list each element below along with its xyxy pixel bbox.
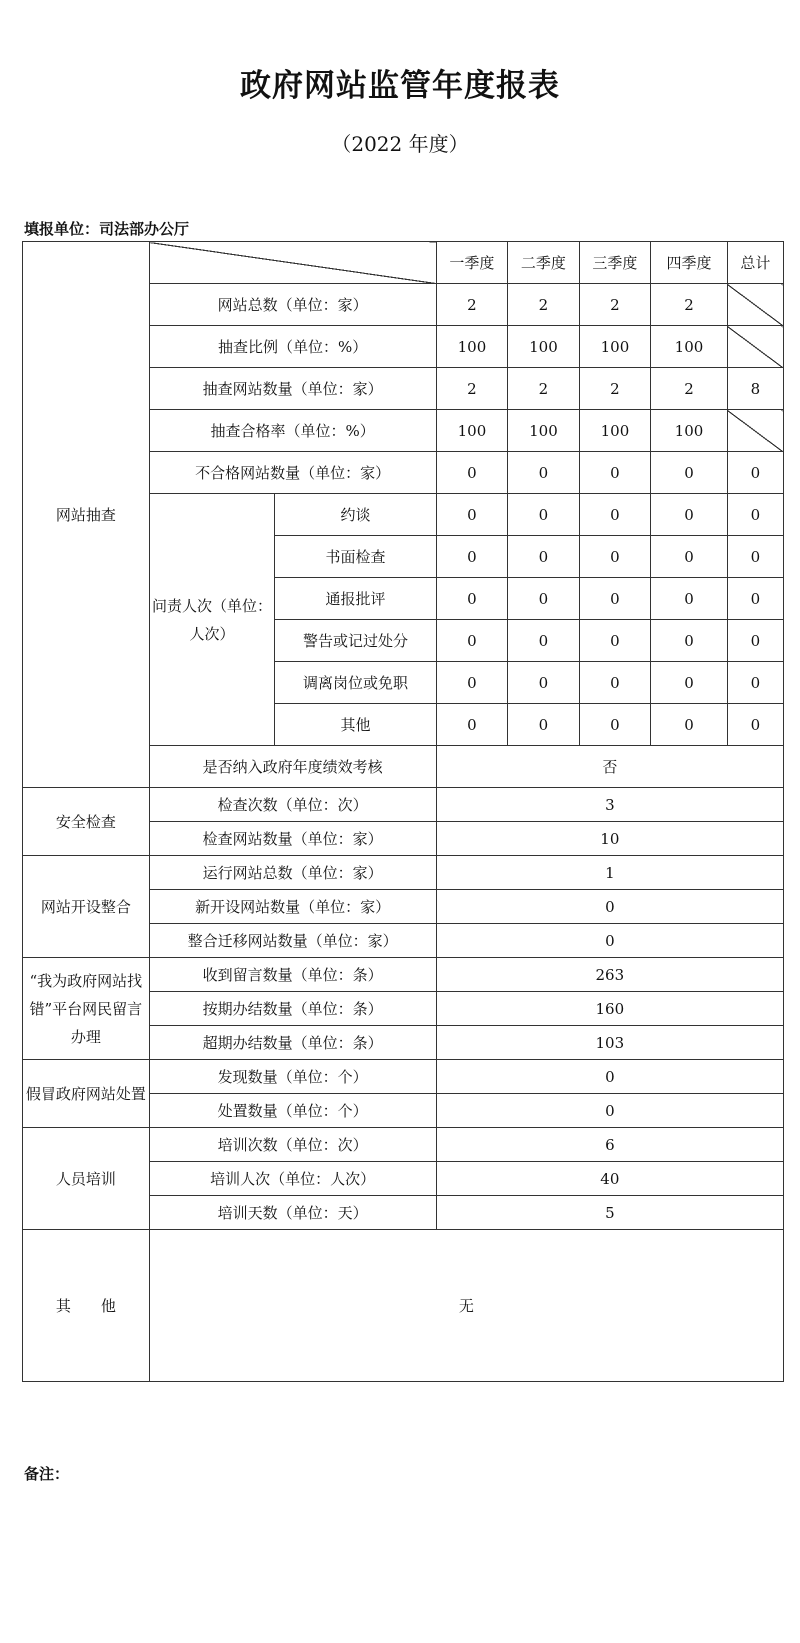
row-label: 检查次数（单位：次） — [149, 788, 436, 822]
cell-q2: 0 — [508, 494, 580, 536]
other-value: 无 — [149, 1230, 783, 1382]
row-label: 抽查比例（单位：%） — [149, 326, 436, 368]
table-row — [23, 788, 784, 822]
row-label: 抽查网站数量（单位：家） — [149, 368, 436, 410]
table-row — [23, 1230, 784, 1382]
cell-q2: 0 — [508, 578, 580, 620]
cell-q2: 0 — [508, 662, 580, 704]
row-label: 运行网站总数（单位：家） — [149, 856, 436, 890]
cell-q2: 0 — [508, 704, 580, 746]
row-label: 发现数量（单位：个） — [149, 1060, 436, 1094]
header-q4: 四季度 — [651, 242, 728, 284]
cell-q4: 0 — [651, 704, 728, 746]
header-q3: 三季度 — [579, 242, 651, 284]
cell-q3: 0 — [579, 704, 651, 746]
cell-q2: 0 — [508, 452, 580, 494]
row-label: 其他 — [275, 704, 436, 746]
section-label-error-report: “我为政府网站找错”平台网民留言办理 — [23, 958, 150, 1060]
row-label: 培训天数（单位：天） — [149, 1196, 436, 1230]
header-total: 总计 — [727, 242, 783, 284]
cell-q4: 0 — [651, 578, 728, 620]
table-row — [23, 1128, 784, 1162]
cell-value: 0 — [436, 1060, 783, 1094]
table-header-row — [23, 242, 784, 284]
cell-q3: 100 — [579, 326, 651, 368]
row-label: 培训次数（单位：次） — [149, 1128, 436, 1162]
cell-q3: 0 — [579, 536, 651, 578]
report-table — [22, 241, 784, 1382]
section-label-training: 人员培训 — [23, 1128, 150, 1230]
cell-value: 10 — [436, 822, 783, 856]
row-label: 约谈 — [275, 494, 436, 536]
row-label: 书面检查 — [275, 536, 436, 578]
cell-q2: 2 — [508, 284, 580, 326]
row-label: 检查网站数量（单位：家） — [149, 822, 436, 856]
cell-q4: 0 — [651, 662, 728, 704]
cell-total: 0 — [727, 452, 783, 494]
cell-value: 5 — [436, 1196, 783, 1230]
table-row — [23, 856, 784, 890]
cell-q2: 100 — [508, 326, 580, 368]
cell-q4: 2 — [651, 284, 728, 326]
row-label: 通报批评 — [275, 578, 436, 620]
table-row — [23, 958, 784, 992]
cell-value: 1 — [436, 856, 783, 890]
cell-q3: 0 — [579, 452, 651, 494]
cell-q1: 100 — [436, 410, 508, 452]
cell-value: 否 — [436, 746, 783, 788]
section-label-spot-check: 网站抽查 — [23, 242, 150, 788]
cell-q1: 2 — [436, 284, 508, 326]
cell-value: 0 — [436, 890, 783, 924]
cell-total-empty — [727, 284, 783, 326]
header-q2: 二季度 — [508, 242, 580, 284]
cell-q1: 0 — [436, 494, 508, 536]
cell-q4: 100 — [651, 410, 728, 452]
cell-q2: 0 — [508, 536, 580, 578]
row-label: 抽查合格率（单位：%） — [149, 410, 436, 452]
report-year: （2022 年度） — [331, 132, 469, 156]
header-corner-cell — [149, 242, 436, 284]
cell-q3: 0 — [579, 494, 651, 536]
reporting-unit: 填报单位：司法部办公厅 — [24, 220, 190, 238]
row-label: 培训人次（单位：人次） — [149, 1162, 436, 1196]
section-label-other: 其他 — [23, 1230, 150, 1382]
row-label: 处置数量（单位：个） — [149, 1094, 436, 1128]
section-label-security: 安全检查 — [23, 788, 150, 856]
cell-total: 0 — [727, 704, 783, 746]
cell-q2: 0 — [508, 620, 580, 662]
cell-q3: 0 — [579, 578, 651, 620]
cell-total-empty — [727, 410, 783, 452]
cell-q3: 2 — [579, 284, 651, 326]
cell-total: 0 — [727, 494, 783, 536]
table-row — [23, 1060, 784, 1094]
cell-q1: 0 — [436, 620, 508, 662]
section-label-setup: 网站开设整合 — [23, 856, 150, 958]
row-label: 警告或记过处分 — [275, 620, 436, 662]
cell-value: 3 — [436, 788, 783, 822]
cell-total: 0 — [727, 620, 783, 662]
row-label: 整合迁移网站数量（单位：家） — [149, 924, 436, 958]
row-label: 调离岗位或免职 — [275, 662, 436, 704]
section-label-fake-sites: 假冒政府网站处置 — [23, 1060, 150, 1128]
cell-q4: 0 — [651, 620, 728, 662]
cell-q1: 0 — [436, 578, 508, 620]
row-label: 超期办结数量（单位：条） — [149, 1026, 436, 1060]
cell-q1: 0 — [436, 452, 508, 494]
cell-q3: 0 — [579, 620, 651, 662]
cell-q4: 100 — [651, 326, 728, 368]
cell-total: 0 — [727, 536, 783, 578]
row-label: 网站总数（单位：家） — [149, 284, 436, 326]
cell-q3: 100 — [579, 410, 651, 452]
cell-q4: 2 — [651, 368, 728, 410]
cell-total: 8 — [727, 368, 783, 410]
cell-value: 103 — [436, 1026, 783, 1060]
cell-value: 6 — [436, 1128, 783, 1162]
cell-total-empty — [727, 326, 783, 368]
cell-q1: 100 — [436, 326, 508, 368]
cell-value: 160 — [436, 992, 783, 1026]
cell-q4: 0 — [651, 494, 728, 536]
cell-value: 0 — [436, 1094, 783, 1128]
cell-total: 0 — [727, 578, 783, 620]
remarks-label: 备注： — [24, 1465, 70, 1483]
cell-q3: 2 — [579, 368, 651, 410]
cell-q1: 2 — [436, 368, 508, 410]
cell-value: 40 — [436, 1162, 783, 1196]
row-label: 不合格网站数量（单位：家） — [149, 452, 436, 494]
cell-q2: 100 — [508, 410, 580, 452]
cell-q1: 0 — [436, 662, 508, 704]
cell-q4: 0 — [651, 536, 728, 578]
row-label: 按期办结数量（单位：条） — [149, 992, 436, 1026]
cell-q4: 0 — [651, 452, 728, 494]
row-label: 收到留言数量（单位：条） — [149, 958, 436, 992]
cell-value: 0 — [436, 924, 783, 958]
cell-q1: 0 — [436, 536, 508, 578]
cell-q2: 2 — [508, 368, 580, 410]
cell-total: 0 — [727, 662, 783, 704]
cell-q1: 0 — [436, 704, 508, 746]
row-label: 新开设网站数量（单位：家） — [149, 890, 436, 924]
row-label: 是否纳入政府年度绩效考核 — [149, 746, 436, 788]
accountability-label: 问责人次（单位：人次） — [149, 494, 275, 746]
report-title: 政府网站监管年度报表 — [240, 68, 560, 104]
cell-value: 263 — [436, 958, 783, 992]
cell-q3: 0 — [579, 662, 651, 704]
header-q1: 一季度 — [436, 242, 508, 284]
